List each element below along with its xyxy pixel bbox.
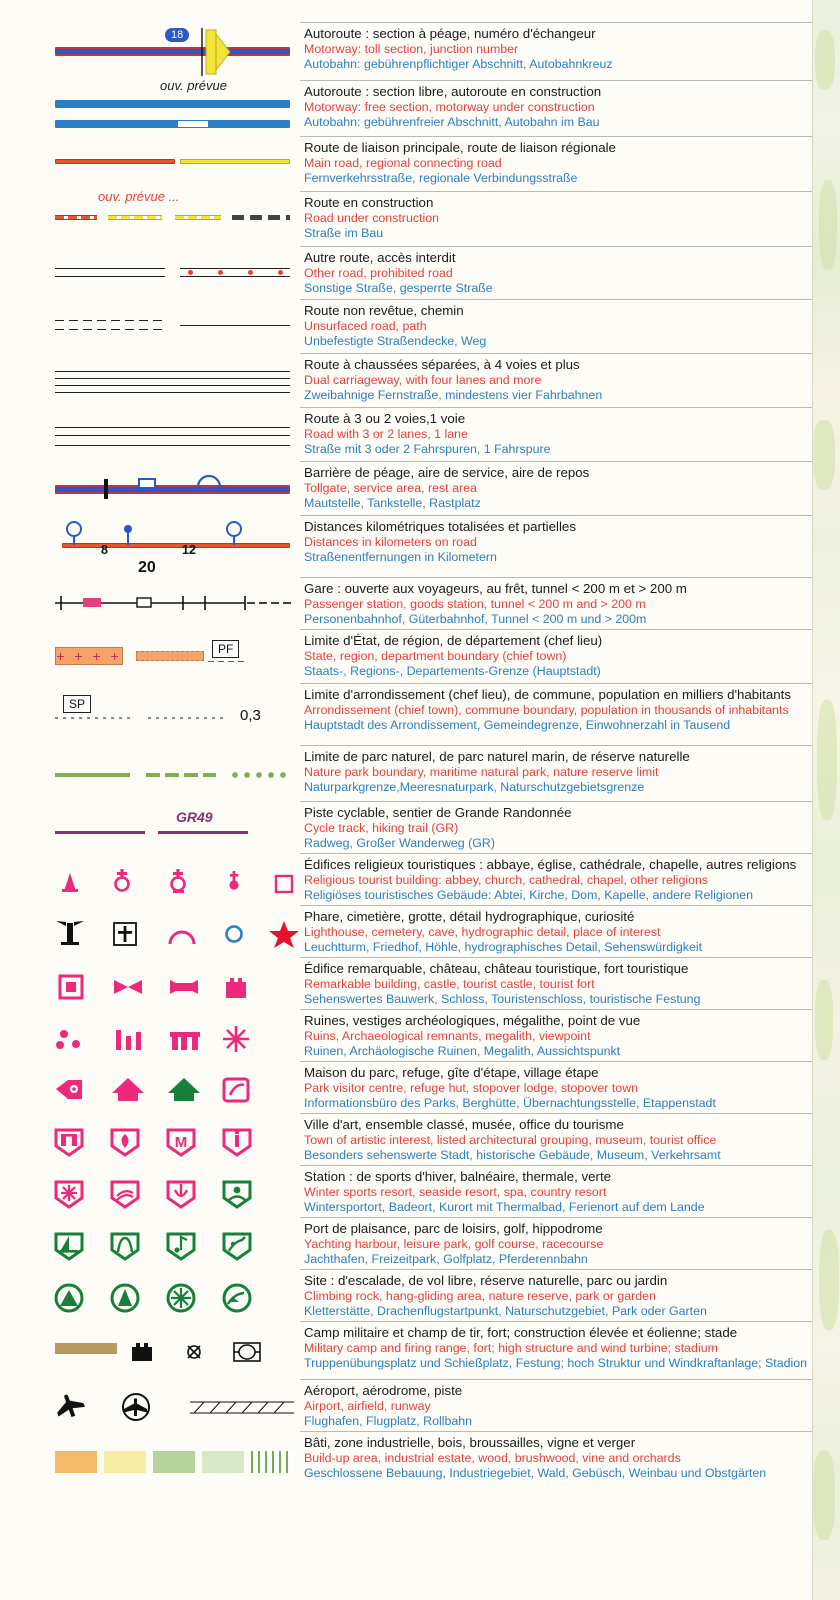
legend-text xyxy=(300,407,812,461)
legend-row xyxy=(0,1431,812,1487)
legend-fr: Phare, cimetière, grotte, détail hydrographique, curiosité xyxy=(304,909,635,924)
built-up-swatch xyxy=(55,1451,97,1473)
symbol-lanes xyxy=(0,407,300,461)
map-edge-strip xyxy=(812,0,840,1600)
symbol-landcover-row xyxy=(0,1431,300,1487)
legend-text xyxy=(300,353,812,407)
legend-de: Fernverkehrsstraße, regionale Verbindungsstraße xyxy=(304,170,578,185)
vine-orchard-swatch xyxy=(251,1451,293,1473)
legend-de: Geschlossene Bebauung, Industriegebiet, Wald, Gebüsch, Weinbau und Obstgärten xyxy=(304,1465,767,1480)
symbol-buildings-castles xyxy=(0,957,300,1009)
military-camp-icon xyxy=(55,1343,117,1354)
legend-row xyxy=(0,957,812,1009)
legend-row xyxy=(0,407,812,461)
legend-text xyxy=(300,1321,812,1379)
legend-fr: Route non revêtue, chemin xyxy=(304,303,464,318)
legend-fr: Ville d'art, ensemble classé, musée, office du tourisme xyxy=(304,1117,624,1132)
symbol-nature-park-boundaries xyxy=(0,745,300,801)
legend-en: Airport, airfield, runway xyxy=(304,1398,431,1413)
legend-en: Build-up area, industrial estate, wood, brushwood, vine and orchards xyxy=(304,1450,681,1465)
symbol-cycle-gr xyxy=(0,801,300,853)
legend-fr: Port de plaisance, parc de loisirs, golf, hippodrome xyxy=(304,1221,603,1236)
legend-en: Ruins, Archaeological remnants, megalith, viewpoint xyxy=(304,1028,591,1043)
legend-row xyxy=(0,629,812,683)
legend-fr: Ruines, vestiges archéologiques, mégalithe, point de vue xyxy=(304,1013,641,1028)
legend-en: Religious tourist building: abbey, church, cathedral, chapel, other religions xyxy=(304,872,709,887)
legend-de: Personenbahnhof, Güterbahnhof, Tunnel < 200 m und > 200m xyxy=(304,611,647,626)
symbol-boundaries-commune xyxy=(0,683,300,745)
prefecture-label: PF xyxy=(212,640,239,658)
legend-de: Sehenswertes Bauwerk, Schloss, Touristenschloss, touristische Festung xyxy=(304,991,701,1006)
legend-row xyxy=(0,191,812,246)
legend-en: Lighthouse, cemetery, cave, hydrographic detail, place of interest xyxy=(304,924,661,939)
symbol-road-under-construction xyxy=(0,191,300,246)
legend-en: State, region, department boundary (chief town) xyxy=(304,648,567,663)
symbol-tollgate-service-area xyxy=(0,461,300,515)
legend-fr: Autoroute : section à péage, numéro d'échangeur xyxy=(304,26,596,41)
legend-text xyxy=(300,957,812,1009)
legend-row xyxy=(0,1113,812,1165)
legend-de: Unbefestigte Straßendecke, Weg xyxy=(304,333,487,348)
legend-fr: Gare : ouverte aux voyageurs, au frêt, tunnel < 200 m et > 200 m xyxy=(304,581,687,596)
legend-text xyxy=(300,246,812,299)
legend-en: Distances in kilometers on road xyxy=(304,534,477,549)
legend-en: Motorway: toll section, junction number xyxy=(304,41,519,56)
partial-distance-1: 8 xyxy=(101,543,108,557)
legend-de: Autobahn: gebührenfreier Abschnitt, Autobahn im Bau xyxy=(304,114,600,129)
legend-row xyxy=(0,136,812,191)
legend-text xyxy=(300,801,812,853)
legend-row xyxy=(0,853,812,905)
symbol-religious-buildings xyxy=(0,853,300,905)
legend-fr: Site : d'escalade, de vol libre, réserve naturelle, parc ou jardin xyxy=(304,1273,668,1288)
legend-de: Straßenentfernungen in Kilometern xyxy=(304,549,497,564)
symbol-motorway-toll xyxy=(0,22,300,80)
legend-row xyxy=(0,905,812,957)
legend-de: Kletterstätte, Drachenflugstartpunkt, Naturschutzgebiet, Park oder Garten xyxy=(304,1303,707,1318)
population-label: 0,3 xyxy=(240,707,261,724)
legend-fr: Distances kilométriques totalisées et partielles xyxy=(304,519,576,534)
legend-text xyxy=(300,80,812,136)
brushwood-swatch xyxy=(202,1451,244,1473)
legend-row xyxy=(0,1009,812,1061)
symbol-nature-row xyxy=(0,1269,300,1321)
symbol-air-row xyxy=(0,1379,300,1431)
legend-row xyxy=(0,515,812,577)
symbol-ruins-row xyxy=(0,1009,300,1061)
legend-text xyxy=(300,1009,812,1061)
legend-text xyxy=(300,1061,812,1113)
legend-fr: Route de liaison principale, route de liaison régionale xyxy=(304,140,616,155)
symbol-park-refuge-row xyxy=(0,1061,300,1113)
legend-en: Military camp and firing range, fort; high structure and wind turbine; stadium xyxy=(304,1340,718,1355)
legend-de: Naturparkgrenze,Meeresnaturpark, Naturschutzgebietsgrenze xyxy=(304,779,645,794)
legend-row xyxy=(0,1061,812,1113)
legend-de: Hauptstadt des Arrondissement, Gemeindegrenze, Einwohnerzahl in Tausend xyxy=(304,717,731,732)
legend-row xyxy=(0,461,812,515)
symbol-boundaries-state: + + + + PF xyxy=(0,629,300,683)
rest-area-icon xyxy=(196,473,222,489)
legend-text xyxy=(300,515,812,577)
legend-row xyxy=(0,80,812,136)
symbol-culture-row xyxy=(0,1113,300,1165)
planned-opening-label-1: ouv. prévue xyxy=(160,78,227,93)
symbol-motorway-free xyxy=(0,80,300,136)
legend-text xyxy=(300,136,812,191)
legend-fr: Autoroute : section libre, autoroute en construction xyxy=(304,84,602,99)
legend-en: Winter sports resort, seaside resort, spa, country resort xyxy=(304,1184,607,1199)
legend-fr: Édifices religieux touristiques : abbaye, église, cathédrale, chapelle, autres religions xyxy=(304,857,797,872)
legend-en: Town of artistic interest, listed architectural grouping, museum, tourist office xyxy=(304,1132,717,1147)
svg-text:M: M xyxy=(174,1134,188,1151)
legend-text xyxy=(300,853,812,905)
legend-row xyxy=(0,299,812,353)
symbol-leisure-row xyxy=(0,1217,300,1269)
legend-row xyxy=(0,246,812,299)
legend-fr: Barrière de péage, aire de service, aire de repos xyxy=(304,465,590,480)
legend-de: Straße mit 3 oder 2 Fahrspuren, 1 Fahrspure xyxy=(304,441,551,456)
symbol-unsurfaced-road-path xyxy=(0,299,300,353)
legend-text xyxy=(300,1379,812,1431)
legend-text xyxy=(300,1217,812,1269)
legend-row xyxy=(0,745,812,801)
subprefecture-label: SP xyxy=(63,695,91,713)
legend-row xyxy=(0,1165,812,1217)
legend-text xyxy=(300,1165,812,1217)
legend-en: Cycle track, hiking trail (GR) xyxy=(304,820,459,835)
legend-fr: Limite de parc naturel, de parc naturel marin, de réserve naturelle xyxy=(304,749,690,764)
legend-de: Ruinen, Archäologische Ruinen, Megalith, Aussichtspunkt xyxy=(304,1043,621,1058)
legend-de: Truppenübungsplatz und Schießplatz, Festung; hoch Struktur und Windkraftanlage; Stadion xyxy=(304,1355,808,1370)
legend-de: Zweibahnige Fernstraße, mindestens vier Fahrbahnen xyxy=(304,387,603,402)
legend-text xyxy=(300,1431,812,1487)
legend-de: Sonstige Straße, gesperrte Straße xyxy=(304,280,493,295)
legend-de: Radweg, Großer Wanderweg (GR) xyxy=(304,835,495,850)
legend-row xyxy=(0,1269,812,1321)
legend-fr: Maison du parc, refuge, gîte d'étape, village étape xyxy=(304,1065,599,1080)
legend-de: Staats-, Regions-, Departements-Grenze (Hauptstadt) xyxy=(304,663,601,678)
legend-de: Informationsbüro des Parks, Berghütte, Übernachtungsstelle, Etappenstadt xyxy=(304,1095,716,1110)
legend-text xyxy=(300,1113,812,1165)
symbol-distances xyxy=(0,515,300,577)
industrial-swatch xyxy=(104,1451,146,1473)
legend-fr: Limite d'arrondissement (chef lieu), de commune, population en milliers d'habitants xyxy=(304,687,791,702)
legend-en: Nature park boundary, maritime natural park, nature reserve limit xyxy=(304,764,659,779)
legend-fr: Route à 3 ou 2 voies,1 voie xyxy=(304,411,466,426)
legend-en: Tollgate, service area, rest area xyxy=(304,480,477,495)
legend-de: Straße im Bau xyxy=(304,225,384,240)
legend-row xyxy=(0,353,812,407)
legend-text xyxy=(300,299,812,353)
legend-en: Main road, regional connecting road xyxy=(304,155,502,170)
legend-de: Religiöses touristisches Gebäude: Abtei, Kirche, Dom, Kapelle, andere Religionen xyxy=(304,887,754,902)
legend-row xyxy=(0,22,812,80)
legend-row xyxy=(0,1321,812,1379)
legend-en: Yachting harbour, leisure park, golf course, racecourse xyxy=(304,1236,604,1251)
legend-de: Besonders sehenswerte Stadt, historische Gebäude, Museum, Verkehrsamt xyxy=(304,1147,721,1162)
legend-fr: Bâti, zone industrielle, bois, broussailles, vigne et verger xyxy=(304,1435,636,1450)
legend-en: Road with 3 or 2 lanes, 1 lane xyxy=(304,426,468,441)
symbol-lighthouse-row xyxy=(0,905,300,957)
legend-de: Mautstelle, Tankstelle, Rastplatz xyxy=(304,495,481,510)
legend-row xyxy=(0,1379,812,1431)
planned-opening-label-2: ouv. prévue ... xyxy=(98,189,180,204)
symbol-military-row xyxy=(0,1321,300,1379)
legend-en: Passenger station, goods station, tunnel < 200 m and > 200 m xyxy=(304,596,646,611)
legend-en: Other road, prohibited road xyxy=(304,265,453,280)
legend-text xyxy=(300,191,812,246)
legend-en: Park visitor centre, refuge hut, stopover lodge, stopover town xyxy=(304,1080,639,1095)
legend-text xyxy=(300,1269,812,1321)
legend-text xyxy=(300,905,812,957)
legend-en: Arrondissement (chief town), commune boundary, population in thousands of inhabitants xyxy=(304,702,789,717)
symbol-other-prohibited-road xyxy=(0,246,300,299)
legend-row xyxy=(0,577,812,629)
service-area-icon xyxy=(138,478,156,489)
total-distance: 20 xyxy=(138,559,156,576)
legend-text xyxy=(300,22,812,80)
legend-text xyxy=(300,629,812,683)
symbol-resorts-row xyxy=(0,1165,300,1217)
legend-de: Jachthafen, Freizeitpark, Golfplatz, Pferderennbahn xyxy=(304,1251,588,1266)
junction-number-badge: 18 xyxy=(164,27,190,43)
legend-en: Unsurfaced road, path xyxy=(304,318,427,333)
legend-text xyxy=(300,745,812,801)
symbol-main-regional-road xyxy=(0,136,300,191)
legend-row xyxy=(0,1217,812,1269)
legend-fr: Route à chaussées séparées, à 4 voies et plus xyxy=(304,357,580,372)
legend-text xyxy=(300,577,812,629)
legend-fr: Camp militaire et champ de tir, fort; construction élevée et éolienne; stade xyxy=(304,1325,738,1340)
gr-number-label: GR49 xyxy=(176,809,213,825)
legend-text xyxy=(300,461,812,515)
legend-fr: Station : de sports d'hiver, balnéaire, thermale, verte xyxy=(304,1169,612,1184)
symbol-railway xyxy=(0,577,300,629)
legend-fr: Aéroport, aérodrome, piste xyxy=(304,1383,463,1398)
legend-de: Autobahn: gebührenpflichtiger Abschnitt, Autobahnkreuz xyxy=(304,56,613,71)
legend-en: Motorway: free section, motorway under construction xyxy=(304,99,595,114)
legend-de: Flughafen, Flugplatz, Rollbahn xyxy=(304,1413,473,1428)
legend-de: Wintersportort, Badeort, Kurort mit Thermalbad, Ferienort auf dem Lande xyxy=(304,1199,705,1214)
legend-fr: Autre route, accès interdit xyxy=(304,250,456,265)
legend-fr: Route en construction xyxy=(304,195,434,210)
legend-fr: Piste cyclable, sentier de Grande Randonnée xyxy=(304,805,572,820)
legend-row xyxy=(0,683,812,745)
legend-en: Climbing rock, hang-gliding area, nature reserve, park or garden xyxy=(304,1288,656,1303)
legend-de: Leuchtturm, Friedhof, Höhle, hydrographisches Detail, Sehenswürdigkeit xyxy=(304,939,703,954)
legend-en: Dual carriageway, with four lanes and more xyxy=(304,372,542,387)
legend-en: Remarkable building, castle, tourist castle, tourist fort xyxy=(304,976,595,991)
legend-fr: Édifice remarquable, château, château touristique, fort touristique xyxy=(304,961,689,976)
legend-text xyxy=(300,683,812,745)
tollgate-icon xyxy=(104,479,108,499)
symbol-dual-carriageway xyxy=(0,353,300,407)
legend-en: Road under construction xyxy=(304,210,440,225)
wood-swatch xyxy=(153,1451,195,1473)
legend-row xyxy=(0,801,812,853)
legend-fr: Limite d'État, de région, de département (chef lieu) xyxy=(304,633,603,648)
partial-distance-2: 12 xyxy=(182,543,196,557)
